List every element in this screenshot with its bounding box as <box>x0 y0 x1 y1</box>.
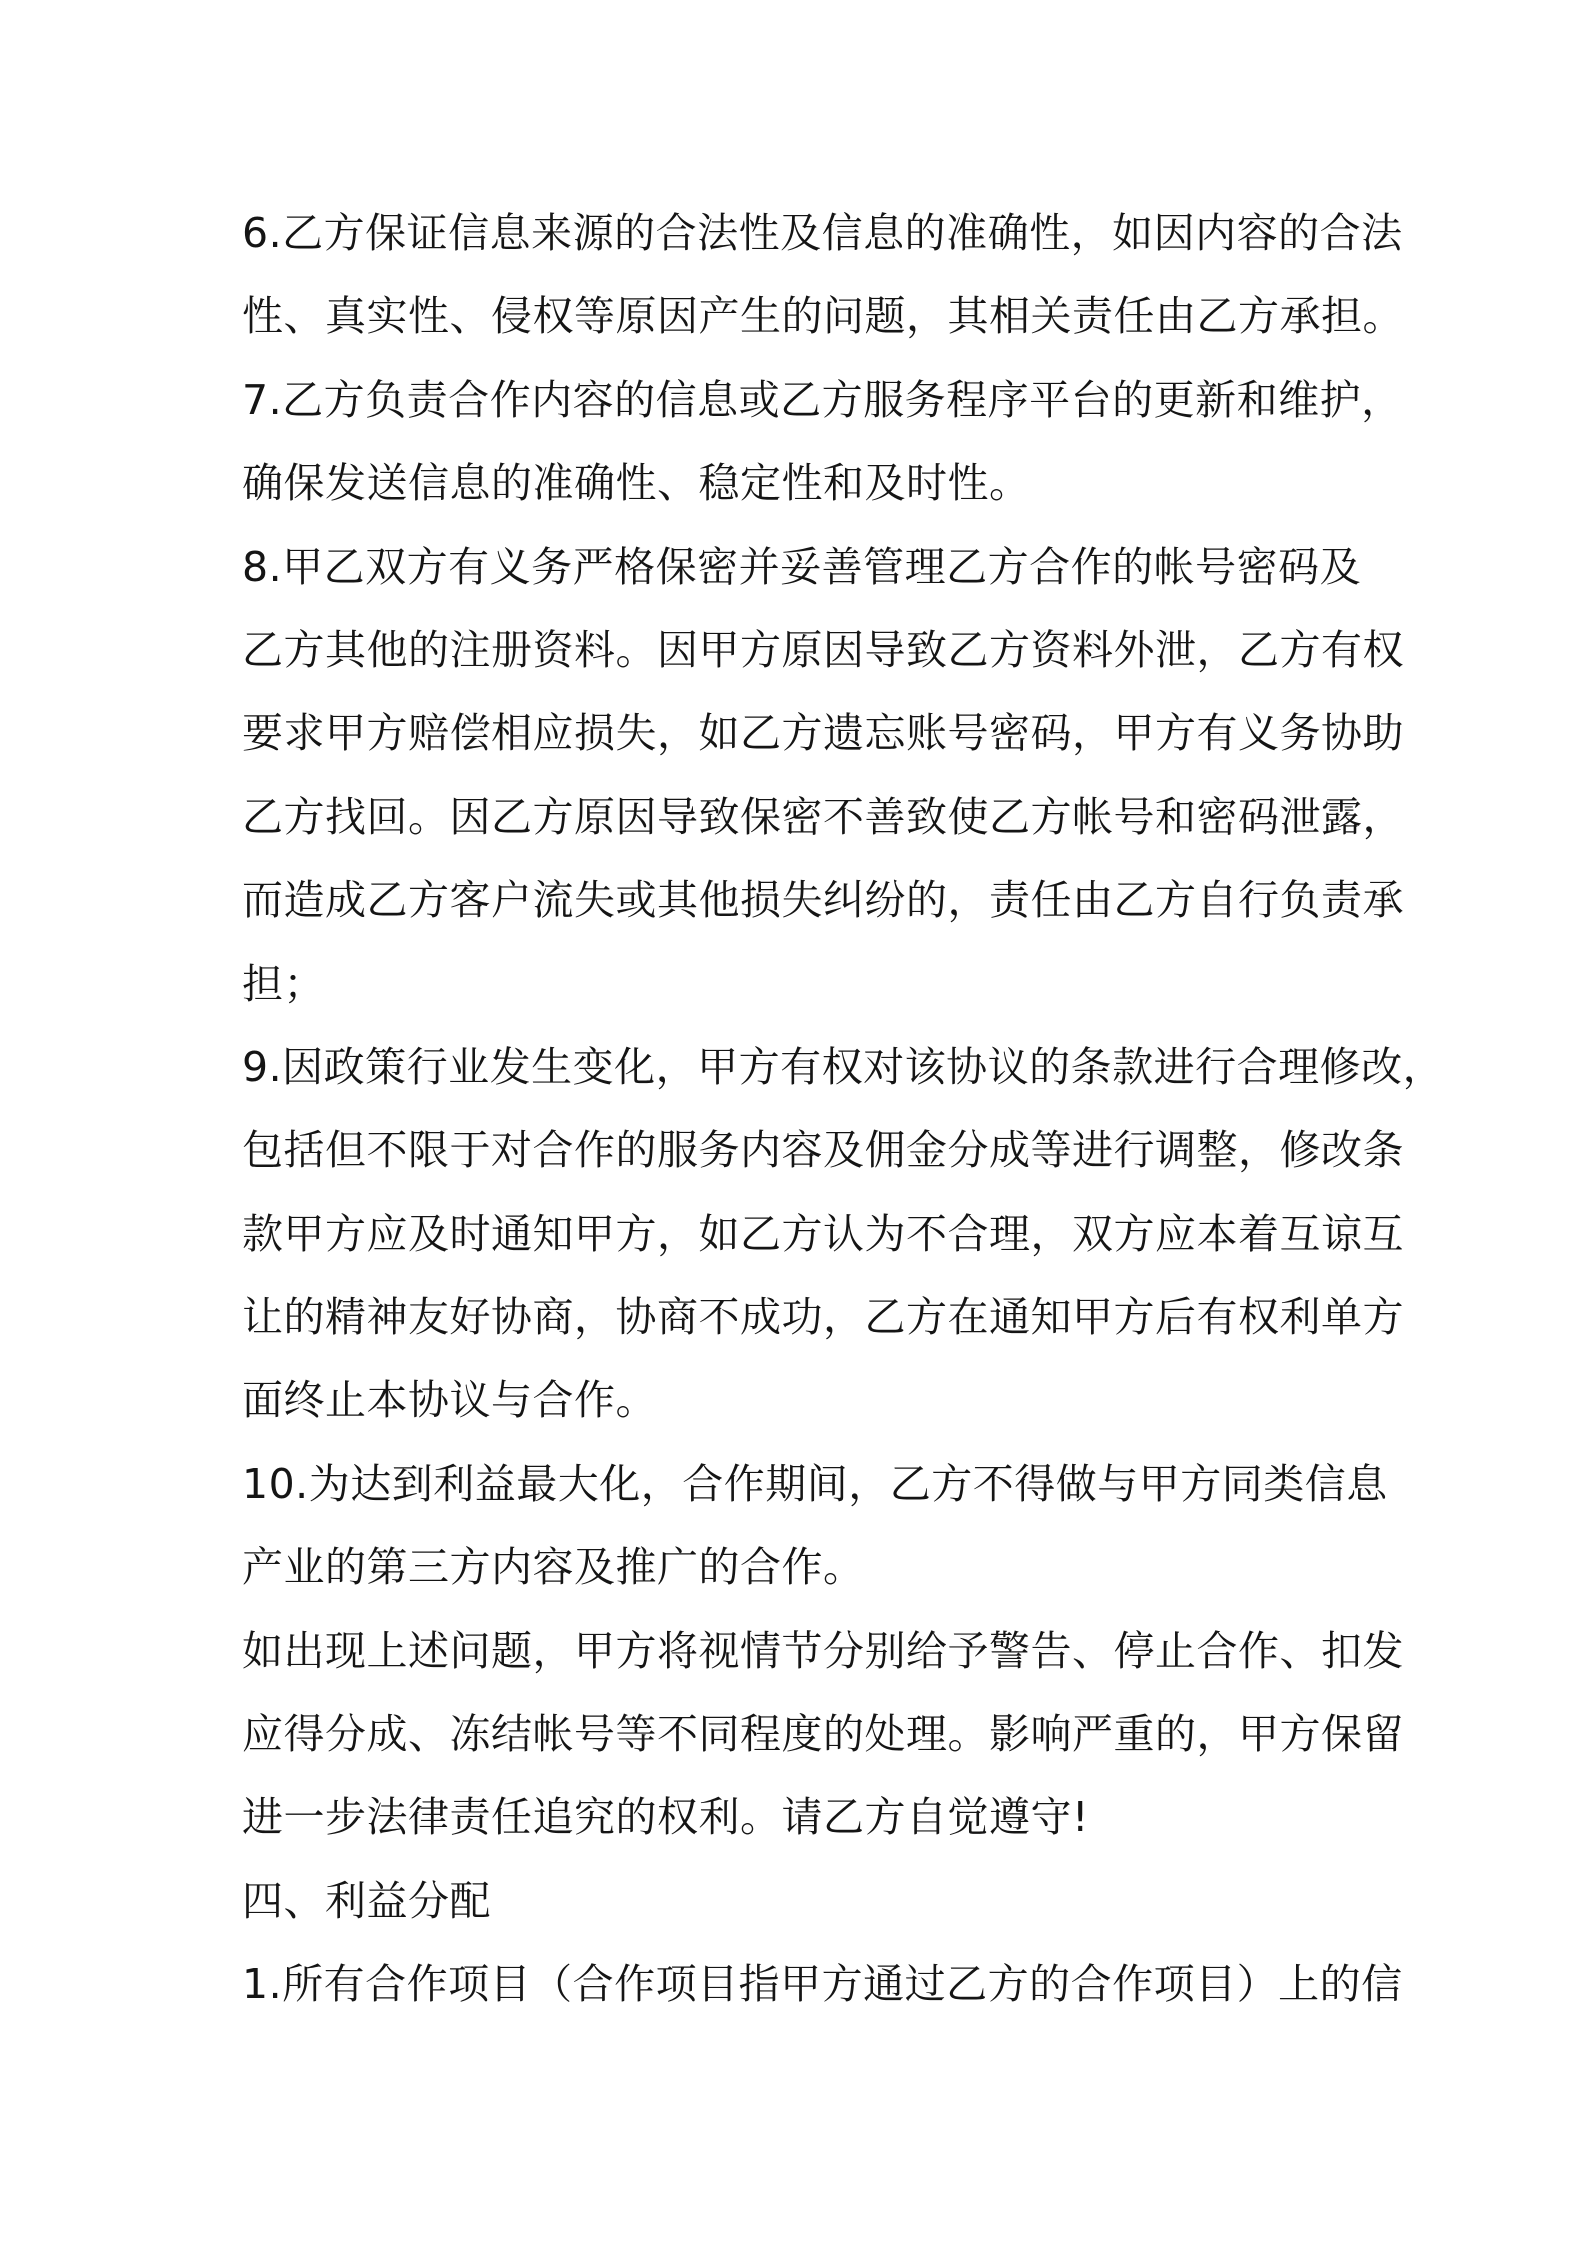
text-line: 10.为达到利益最大化，合作期间，乙方不得做与甲方同类信息 <box>242 1459 1388 1508</box>
text-line: 如出现上述问题，甲方将视情节分别给予警告、停止合作、扣发 <box>242 1626 1404 1675</box>
text-line: 乙方找回。因乙方原因导致保密不善致使乙方帐号和密码泄露， <box>242 792 1404 841</box>
text-line: 进一步法律责任追究的权利。请乙方自觉遵守! <box>242 1793 1089 1842</box>
text-line: 让的精神友好协商，协商不成功，乙方在通知甲方后有权利单方 <box>242 1293 1404 1342</box>
text-line: 7.乙方负责合作内容的信息或乙方服务程序平台的更新和维护， <box>242 375 1403 424</box>
text-line: 确保发送信息的准确性、稳定性和及时性。 <box>242 459 1031 508</box>
text-line: 乙方其他的注册资料。因甲方原因导致乙方资料外泄，乙方有权 <box>242 625 1404 674</box>
text-line: 担； <box>242 959 325 1008</box>
text-line: 产业的第三方内容及推广的合作。 <box>242 1543 865 1592</box>
text-line: 面终止本协议与合作。 <box>242 1376 657 1425</box>
text-line: 要求甲方赔偿相应损失，如乙方遗忘账号密码，甲方有义务协助 <box>242 709 1404 758</box>
text-line: 应得分成、冻结帐号等不同程度的处理。影响严重的，甲方保留 <box>242 1710 1404 1759</box>
document-body <box>242 192 1445 2027</box>
text-line: 1.所有合作项目（合作项目指甲方通过乙方的合作项目）上的信 <box>242 1960 1403 2009</box>
text-line: 款甲方应及时通知甲方，如乙方认为不合理，双方应本着互谅互 <box>242 1209 1404 1258</box>
text-line: 包括但不限于对合作的服务内容及佣金分成等进行调整，修改条 <box>242 1126 1404 1175</box>
text-line: 性、真实性、侵权等原因产生的问题，其相关责任由乙方承担。 <box>242 292 1404 341</box>
text-line: 而造成乙方客户流失或其他损失纠纷的，责任由乙方自行负责承 <box>242 876 1404 925</box>
section-heading: 四、利益分配 <box>242 1876 491 1925</box>
text-line: 6.乙方保证信息来源的合法性及信息的准确性，如因内容的合法 <box>242 209 1403 257</box>
text-line: 8.甲乙双方有义务严格保密并妥善管理乙方合作的帐号密码及 <box>242 542 1362 591</box>
text-line: 9.因政策行业发生变化，甲方有权对该协议的条款进行合理修改， <box>242 1042 1445 1091</box>
